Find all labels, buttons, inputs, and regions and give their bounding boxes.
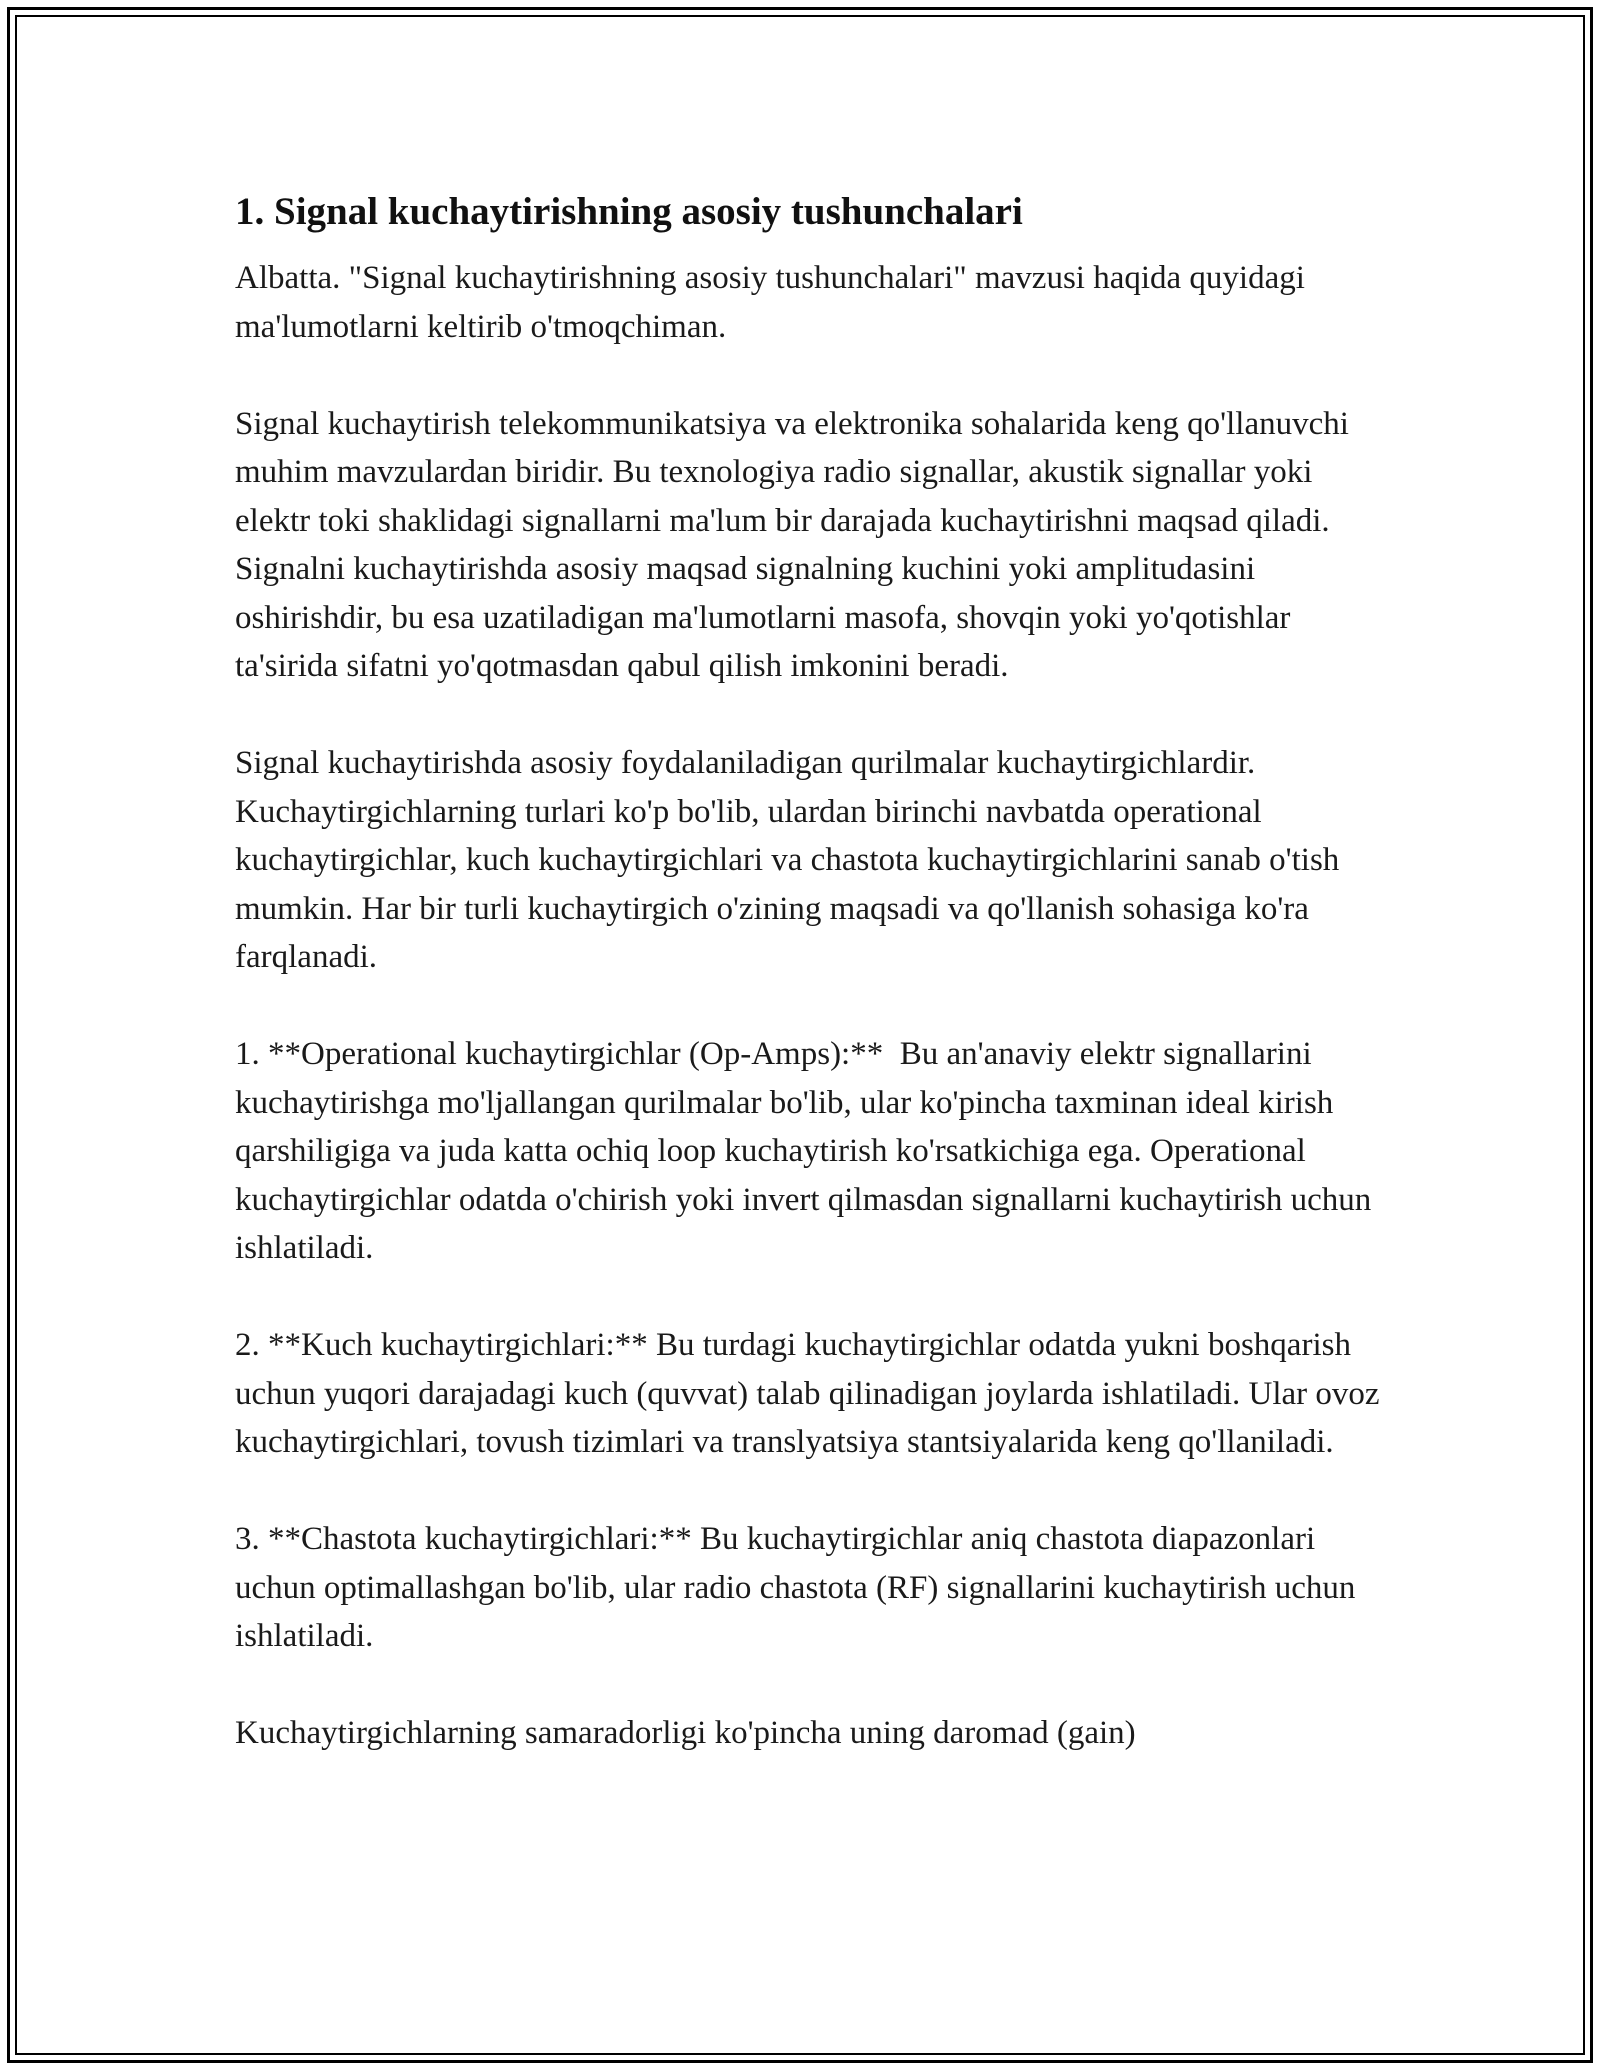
document-body [235, 180, 1395, 1806]
list-item-power-amplifiers: 2. **Kuch kuchaytirgichlari:** Bu turdagi kuchaytirgichlar odatda yukni boshqarish uchun yuqori darajadagi kuch (quvvat) talab qilinadigan joylarda ishlatiladi. Ular ovoz kuchaytirgichlari, tovush tizimlari va translyatsiya stantsiyalarida keng qo'llaniladi. [235, 1327, 1388, 1460]
paragraph-amplifier-types: Signal kuchaytirishda asosiy foydalaniladigan qurilmalar kuchaytirgichlardir. Kuchaytirgichlarning turlari ko'p bo'lib, ulardan birinchi navbatda operational kuchaytirgichlar, kuch kuchaytirgichlari va chastota kuchaytirgichlarini sanab o'tish mumkin. Har bir turli kuchaytirgich o'zining maqsadi va qo'llanish sohasiga ko'ra farqlanadi. [235, 745, 1348, 975]
paragraph-efficiency: Kuchaytirgichlarning samaradorligi ko'pincha uning daromad (gain) [235, 1715, 1136, 1751]
paragraph-intro: Albatta. "Signal kuchaytirishning asosiy tushunchalari" mavzusi haqida quyidagi ma'lumotlarni keltirib o'tmoqchiman. [235, 260, 1314, 345]
list-item-op-amps: 1. **Operational kuchaytirgichlar (Op-Amps):** Bu an'anaviy elektr signallarini kuchaytirishga mo'ljallangan qurilmalar bo'lib, ular ko'pincha taxminan ideal kirish qarshiligiga va juda katta ochiq loop kuchaytirish ko'rsatkichiga ega. Operational kuchaytirgichlar odatda o'chirish yoki invert qilmasdan signallarni kuchaytirish uchun ishlatiladi. [235, 1036, 1380, 1266]
section-heading: 1. Signal kuchaytirishning asosiy tushunchalari [235, 190, 1023, 233]
list-item-frequency-amplifiers: 3. **Chastota kuchaytirgichlari:** Bu kuchaytirgichlar aniq chastota diapazonlari uchun optimallashgan bo'lib, ular radio chastota (RF) signallarini kuchaytirish uchun ishlatiladi. [235, 1521, 1364, 1654]
paragraph-signal-amplification: Signal kuchaytirish telekommunikatsiya va elektronika sohalarida keng qo'llanuvchi muhim mavzulardan biridir. Bu texnologiya radio signallar, akustik signallar yoki elektr toki shaklidagi signallarni ma'lum bir darajada kuchaytirishni maqsad qiladi. Signalni kuchaytirishda asosiy maqsad signalning kuchini yoki amplitudasini oshirishdir, bu esa uzatiladigan ma'lumotlarni masofa, shovqin yoki yo'qotishlar ta'sirida sifatni yo'qotmasdan qabul qilish imkonini beradi. [235, 405, 1358, 684]
